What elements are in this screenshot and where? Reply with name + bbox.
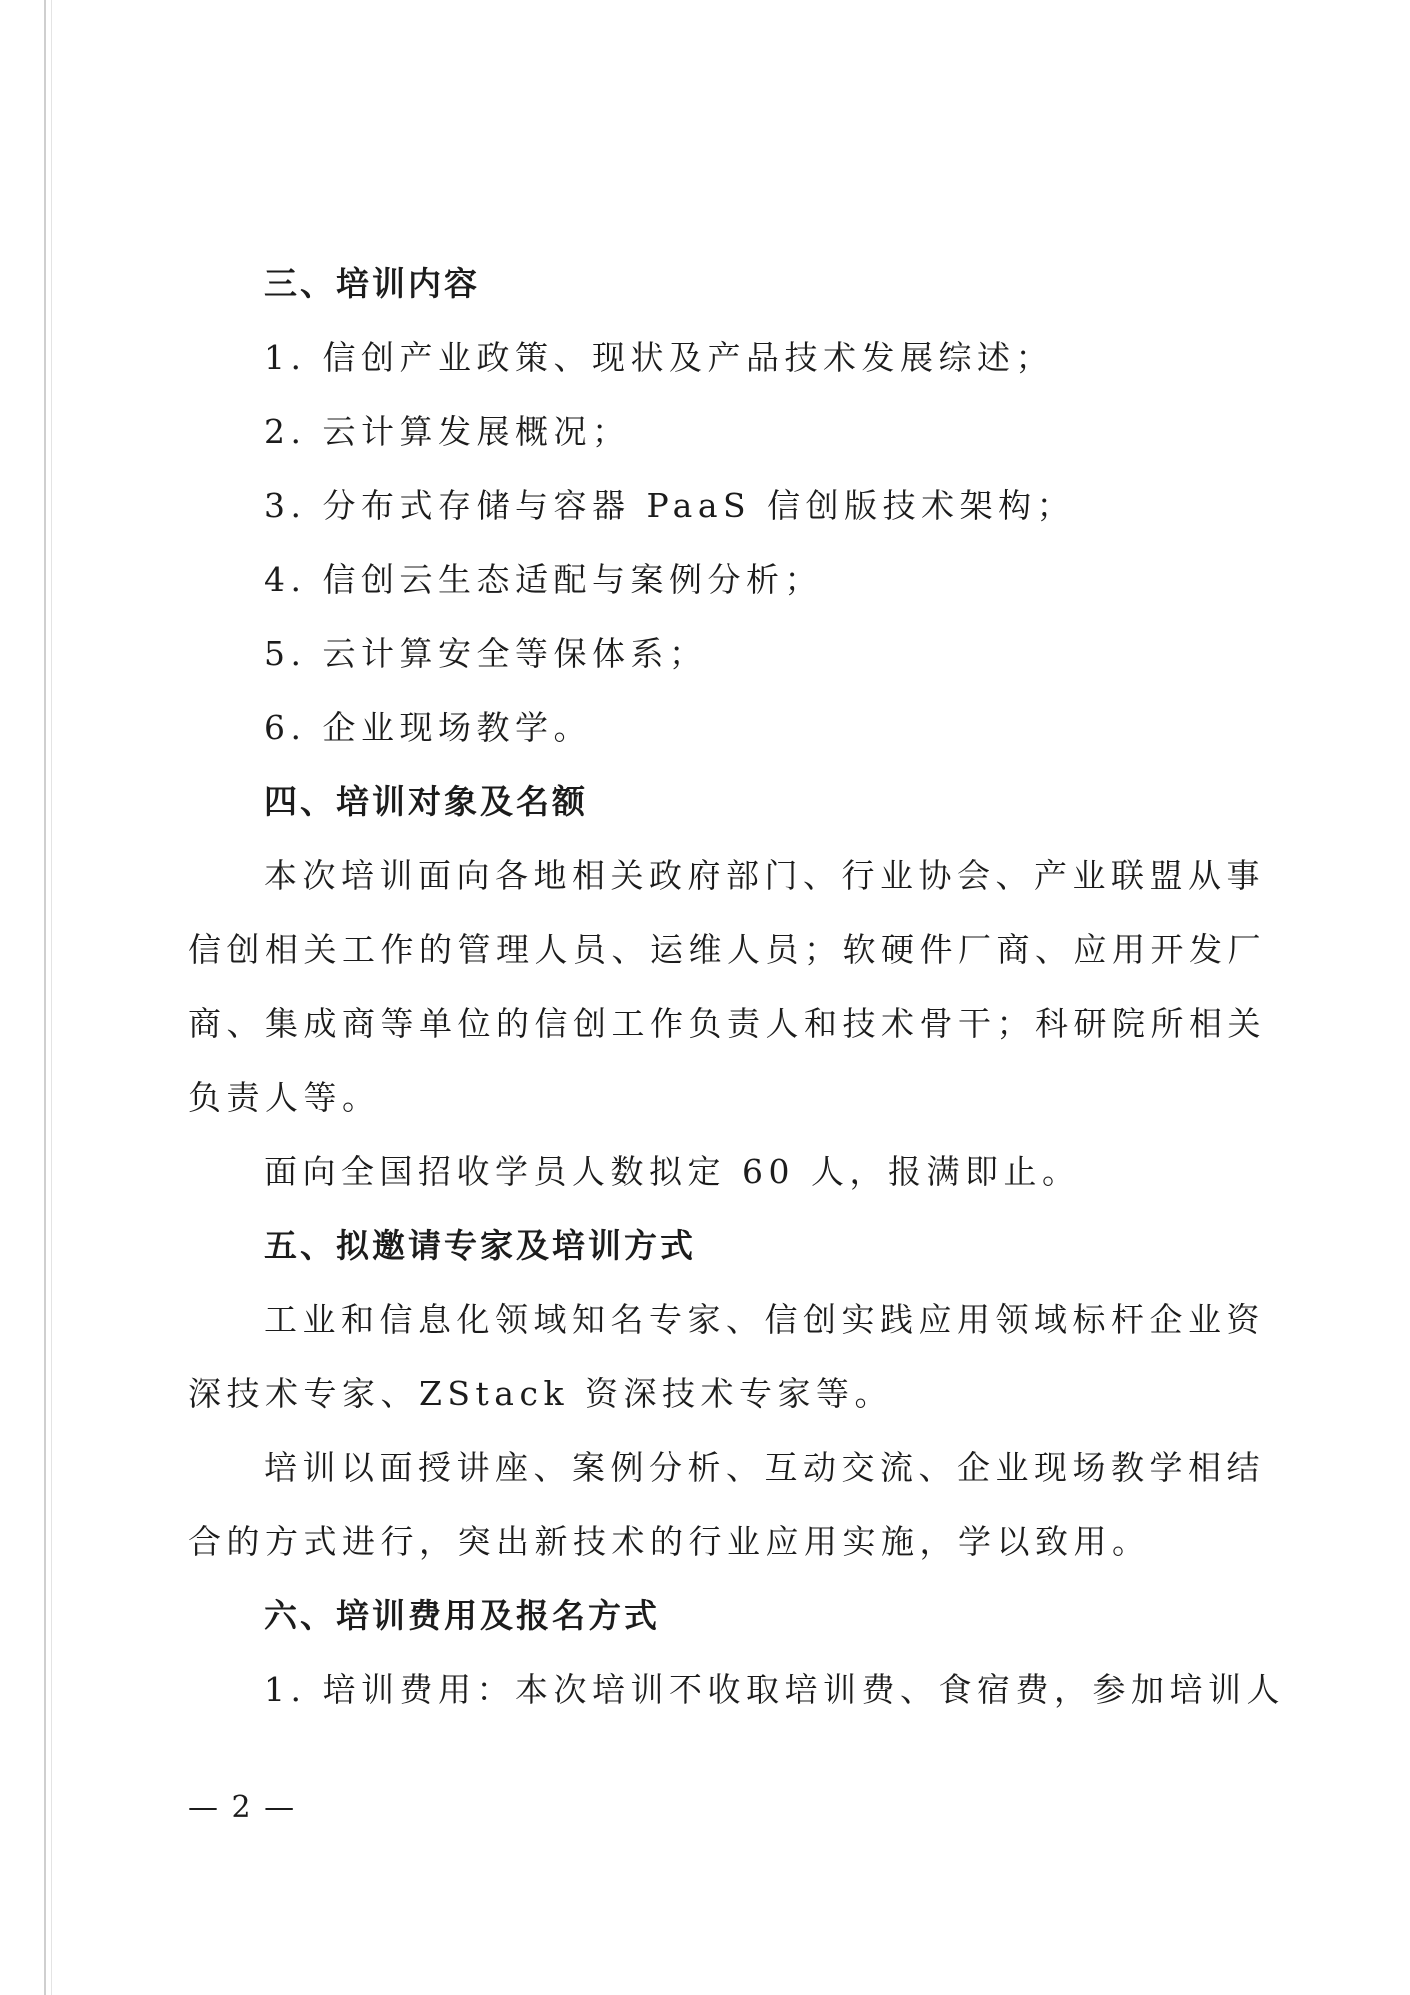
paragraph-line: 深技术专家、ZStack 资深技术专家等。: [188, 1374, 893, 1413]
list-item: 3. 分布式存储与容器 PaaS 信创版技术架构；: [264, 486, 1076, 525]
paragraph-line-quota: 面向全国招收学员人数拟定 60 人，报满即止。: [264, 1152, 1081, 1191]
section-heading-fees-registration: 六、培训费用及报名方式: [264, 1596, 660, 1635]
list-item: 1. 培训费用：本次培训不收取培训费、食宿费，参加培训人: [264, 1670, 1285, 1709]
paragraph-line: 商、集成商等单位的信创工作负责人和技术骨干；科研院所相关: [188, 1004, 1266, 1043]
section-heading-trainees-quota: 四、培训对象及名额: [264, 782, 588, 821]
section-heading-experts-method: 五、拟邀请专家及培训方式: [264, 1226, 696, 1265]
list-item: 2. 云计算发展概况；: [264, 412, 631, 451]
page-number: — 2 —: [188, 1790, 297, 1825]
list-item: 4. 信创云生态适配与案例分析；: [264, 560, 823, 599]
paragraph-line: 本次培训面向各地相关政府部门、行业协会、产业联盟从事: [264, 856, 1265, 895]
document-body: [188, 247, 1285, 1727]
list-item: 1. 信创产业政策、现状及产品技术发展综述；: [264, 338, 1054, 377]
paragraph-line: 信创相关工作的管理人员、运维人员；软硬件厂商、应用开发厂: [188, 930, 1266, 969]
binding-margin-line: [44, 0, 46, 1995]
paragraph-line: 负责人等。: [188, 1078, 381, 1117]
paragraph-line: 工业和信息化领域知名专家、信创实践应用领域标杆企业资: [264, 1300, 1265, 1339]
paragraph-line: 培训以面授讲座、案例分析、互动交流、企业现场教学相结: [264, 1448, 1265, 1487]
list-item: 5. 云计算安全等保体系；: [264, 634, 708, 673]
list-item: 6. 企业现场教学。: [264, 708, 592, 747]
paragraph-line: 合的方式进行，突出新技术的行业应用实施，学以致用。: [188, 1522, 1151, 1561]
section-heading-training-content: 三、培训内容: [264, 264, 480, 303]
binding-margin-line-inner: [51, 0, 52, 1995]
